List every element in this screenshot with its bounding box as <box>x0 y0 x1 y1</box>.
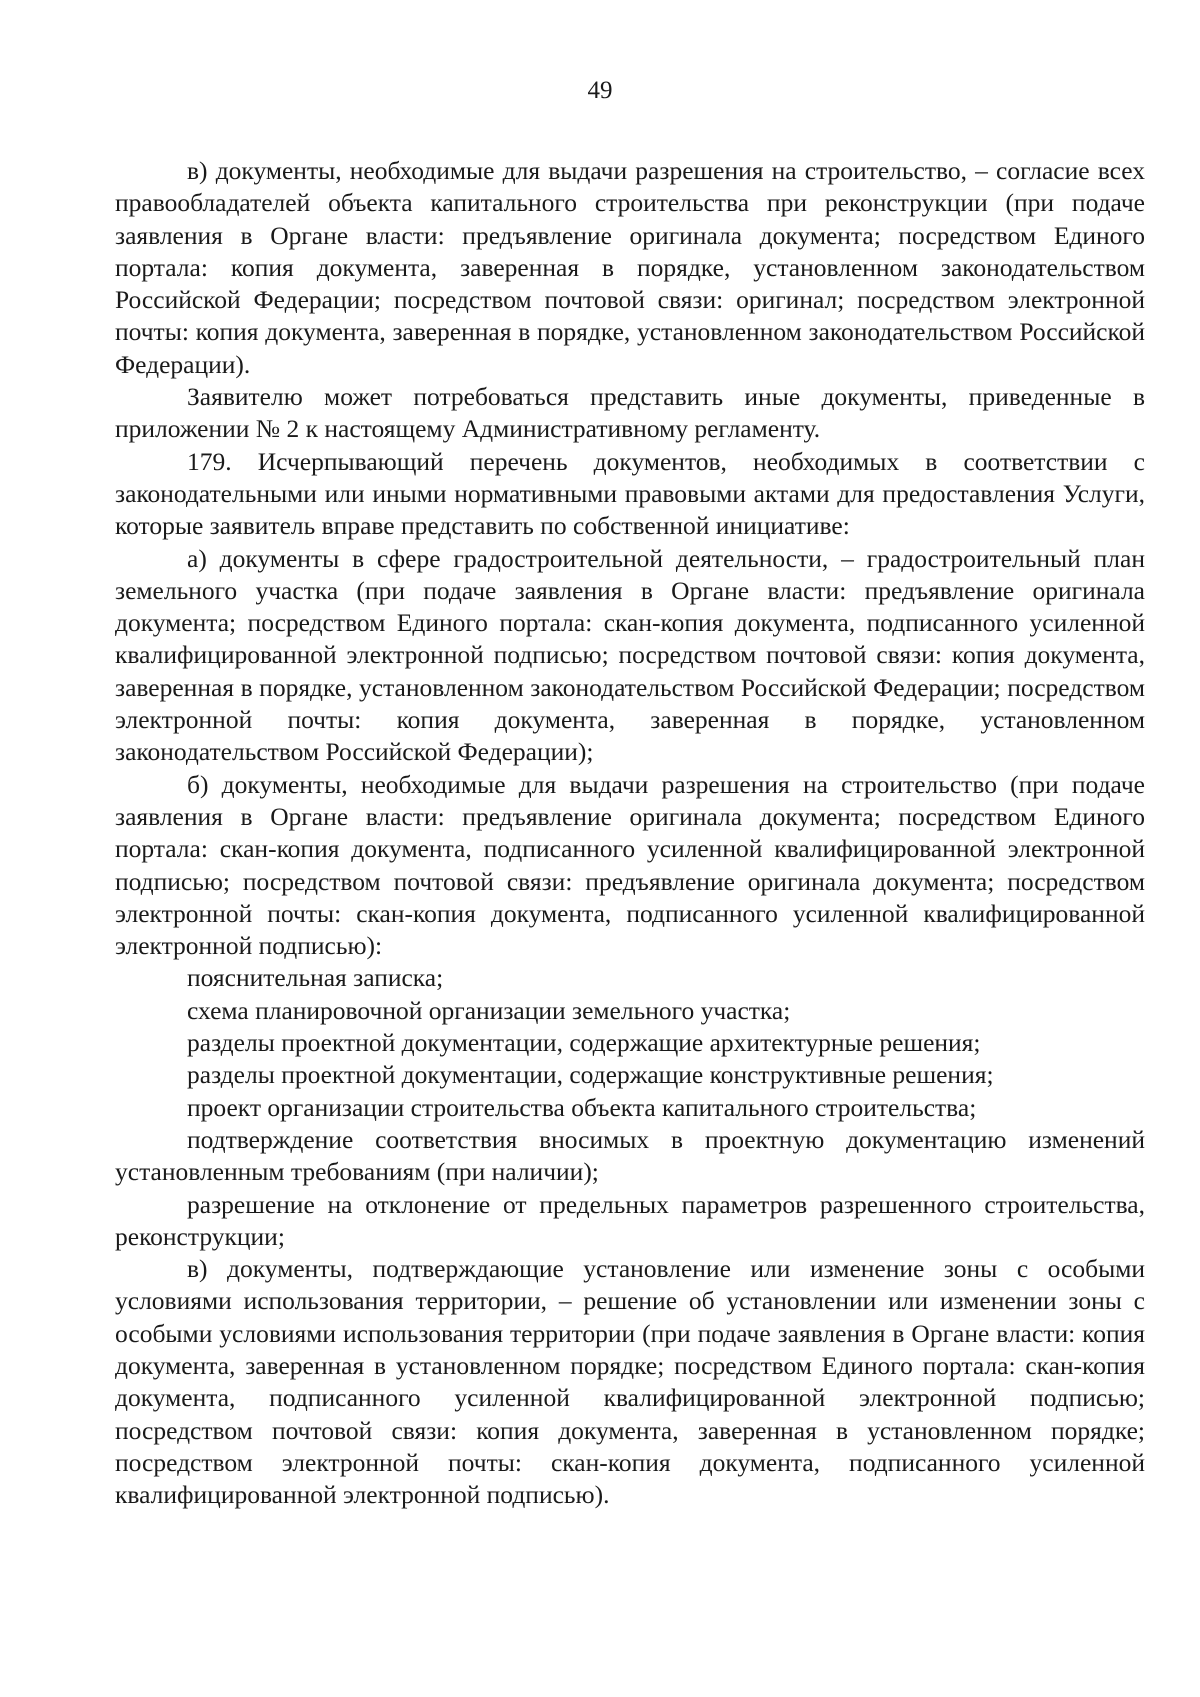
list-item-structural-sections: разделы проектной документации, содержащие конструктивные решения; <box>187 1060 994 1090</box>
page-number: 49 <box>587 77 613 104</box>
list-item-site-planning-scheme: схема планировочной организации земельного участка; <box>187 995 791 1025</box>
paragraph-b-construction-permit-documents: б) документы, необходимые для выдачи разрешения на строительство (при подаче заявления в Органе власти: предъявление оригинала документа; посредством Единого портала: скан-копия документа, подписанного усиленной квалифицированной электронной подписью; посредством почтовой связи: предъявление оригинала документа; посредством электронной почты: скан-копия документа, подписанного усиленной квалифицированной электронной подписью): <box>115 769 1145 961</box>
paragraph-other-documents: Заявителю может потребоваться представить иные документы, приведенные в приложении № 2 к настоящему Административному регламенту. <box>115 382 1145 444</box>
list-item-explanatory-note: пояснительная записка; <box>187 963 444 993</box>
list-item-compliance-confirmation: подтверждение соответствия вносимых в проектную документацию изменений установленным требованиям (при наличии); <box>115 1124 1145 1187</box>
list-item-deviation-permit: разрешение на отклонение от предельных параметров разрешенного строительства, реконструкции; <box>115 1189 1145 1251</box>
list-item-architectural-sections: разделы проектной документации, содержащие архитектурные решения; <box>187 1028 981 1058</box>
list-item-construction-organization-project: проект организации строительства объекта капитального строительства; <box>187 1092 977 1122</box>
paragraph-a-urban-planning-documents: а) документы в сфере градостроительной деятельности, – градостроительный план земельного участка (при подаче заявления в Органе власти: предъявление оригинала документа; посредством Единого портала: скан-копия документа, подписанного усиленной квалифицированной электронной подписью; посредством почтовой связи: копия документа, заверенная в порядке, установленном законодательством Российской Федерации; посредством электронной почты: копия документа, заверенная в порядке, установленном законодательством Российской Федерации); <box>115 543 1145 767</box>
document-body <box>115 155 1145 1511</box>
paragraph-v-consent-of-owners: в) документы, необходимые для выдачи разрешения на строительство, – согласие всех правообладателей объекта капитального строительства при реконструкции (при подаче заявления в Органе власти: предъявление оригинала документа; посредством Единого портала: копия документа, заверенная в порядке, установленном законодательством Российской Федерации; посредством почтовой связи: оригинал; посредством электронной почты: копия документа, заверенная в порядке, установленном законодательством Российской Федерации). <box>115 156 1145 379</box>
paragraph-v-special-zone-documents: в) документы, подтверждающие установление или изменение зоны с особыми условиями использования территории, – решение об установлении или изменении зоны с особыми условиями использования территории (при подаче заявления в Органе власти: копия документа, заверенная в установленном порядке; посредством Единого портала: скан-копия документа, подписанного усиленной квалифицированной электронной подписью; посредством почтовой связи: копия документа, заверенная в установленном порядке; посредством электронной почты: скан-копия документа, подписанного усиленной квалифицированной электронной подписью). <box>115 1254 1145 1510</box>
paragraph-179-exhaustive-list: 179. Исчерпывающий перечень документов, необходимых в соответствии с законодательными или иными нормативными правовыми актами для предоставления Услуги, которые заявитель вправе представить по собственной инициативе: <box>115 446 1145 541</box>
